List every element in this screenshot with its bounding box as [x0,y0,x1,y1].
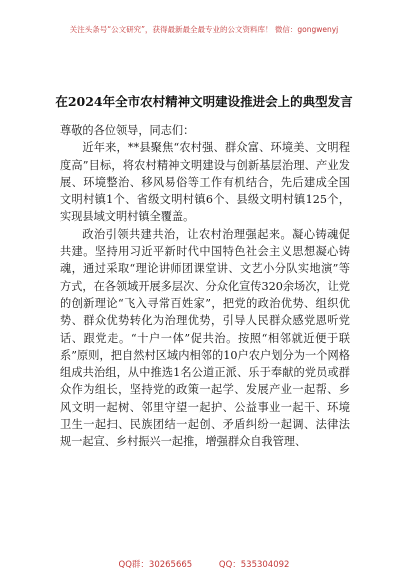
paragraph-political-leadership: 政治引领共建共治，让农村治理强起来。凝心铸魂促共建。坚持用习近平新时代中国特色社会主义思想凝心铸魂，通过采取“理论讲师团课堂讲、文艺小分队实地演”等方式，在各领域开展多层次、分众化宣传320余场次，让党的创新理论“飞入寻常百姓家”，把党的政治优势、组织优势、群众优势转化为治理优势，引导人民群众感党恩听党话、跟党走。“十户一体”促共治。按照“相邻就近便于联系”原则，把自然村区域内相邻的10户农户划分为一个网格组成共治组，从中推选1名公道正派、乐于奉献的党员或群众作为组长，坚持党的政策一起学、发展产业一起帮、乡风文明一起树、邻里守望一起护、公益事业一起干、环境卫生一起扫、民族团结一起创、矛盾纠纷一起调、法律法规一起宣、乡村振兴一起推，增强群众自我管理、 [60,227,350,449]
paragraph-intro: 近年来，**县聚焦“农村强、群众富、环境美、文明程度高”目标，将农村精神文明建设与创新基层治理、产业发展、环境整治、移风易俗等工作有机结合，先后建成全国文明村镇1个、省级文明村镇6个、县级文明村镇125个，实现县域文明村镇全覆盖。 [60,141,350,224]
footer-contacts [0,558,408,570]
salutation: 尊敬的各位领导，同志们： [60,124,195,137]
qq-group: QQ群：30265665 [118,560,193,570]
qq-number: QQ：535304092 [218,560,290,570]
header-notice: 关注头条号“公文研究”，获得最新最全最专业的公文资料库！ 微信：gongwenyj [69,25,339,34]
document-title: 在2024年全市农村精神文明建设推进会上的典型发言 [55,94,353,109]
document-body [60,122,350,451]
